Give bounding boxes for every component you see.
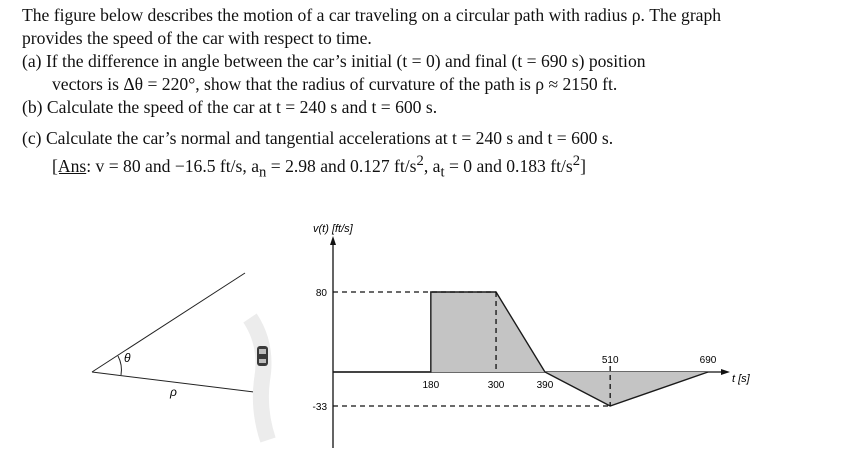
part-a-label: (a)	[22, 51, 42, 71]
shaded-area-1	[431, 292, 545, 372]
answer-sup-1: 2	[416, 153, 424, 169]
part-b-text: Calculate the speed of the car at t = 240 s and t = 600 s.	[46, 97, 438, 117]
chart-marks	[313, 288, 717, 413]
car-icon	[257, 346, 268, 366]
y-tick-label: 80	[315, 288, 327, 299]
part-c-label: (c)	[22, 128, 42, 148]
y-axis-arrowhead	[330, 236, 336, 245]
answer-text: : v = 80 and −16.5 ft/s, a	[86, 155, 260, 176]
x-axis-label: t [s]	[732, 373, 750, 385]
answer-close: ]	[580, 155, 586, 176]
answer-prefix: [Ans	[52, 155, 87, 176]
answer-mid: = 2.98 and 0.127 ft/s	[266, 155, 417, 176]
answer-sub-t: t	[440, 164, 445, 181]
part-c-text: Calculate the car’s normal and tangential accelerations at t = 240 s and t = 600 s.	[45, 128, 614, 148]
road-trace	[250, 318, 268, 440]
theta-arc	[118, 356, 121, 375]
position-vector-final	[92, 273, 245, 372]
rho-label: ρ	[170, 385, 177, 399]
y-tick-label: -33	[312, 402, 327, 413]
intro-line-2: provides the speed of the car with respect to time.	[22, 28, 372, 48]
intro-line-1: The figure below describes the motion of a car traveling on a circular path with radius ρ. The graph	[22, 5, 722, 25]
x-tick-label: 300	[487, 380, 505, 391]
y-axis-label: v(t) [ft/s]	[313, 223, 353, 235]
x-tick-label: 390	[536, 380, 554, 391]
answer-end: = 0 and 0.183 ft/s	[444, 155, 573, 176]
answer-sup-2: 2	[572, 153, 581, 169]
part-a-line-2: vectors is Δθ = 220°, show that the radius of curvature of the path is ρ ≈ 2150 ft.	[52, 74, 618, 94]
position-vector-initial	[92, 372, 262, 393]
theta-label: θ	[124, 351, 131, 365]
x-tick-label: 510	[601, 355, 619, 366]
x-tick-label: 180	[422, 380, 440, 391]
path-diagram	[92, 273, 268, 440]
answer-sub-n: n	[259, 164, 267, 181]
speed-time-chart	[313, 223, 751, 448]
answer-mid-2: , a	[423, 155, 441, 176]
x-tick-label: 690	[699, 355, 717, 366]
x-axis-arrowhead	[721, 369, 730, 375]
part-b-label: (b)	[22, 97, 43, 117]
part-a-text-1: If the difference in angle between the car’s initial (t = 0) and final (t = 690 s) position	[45, 51, 646, 71]
